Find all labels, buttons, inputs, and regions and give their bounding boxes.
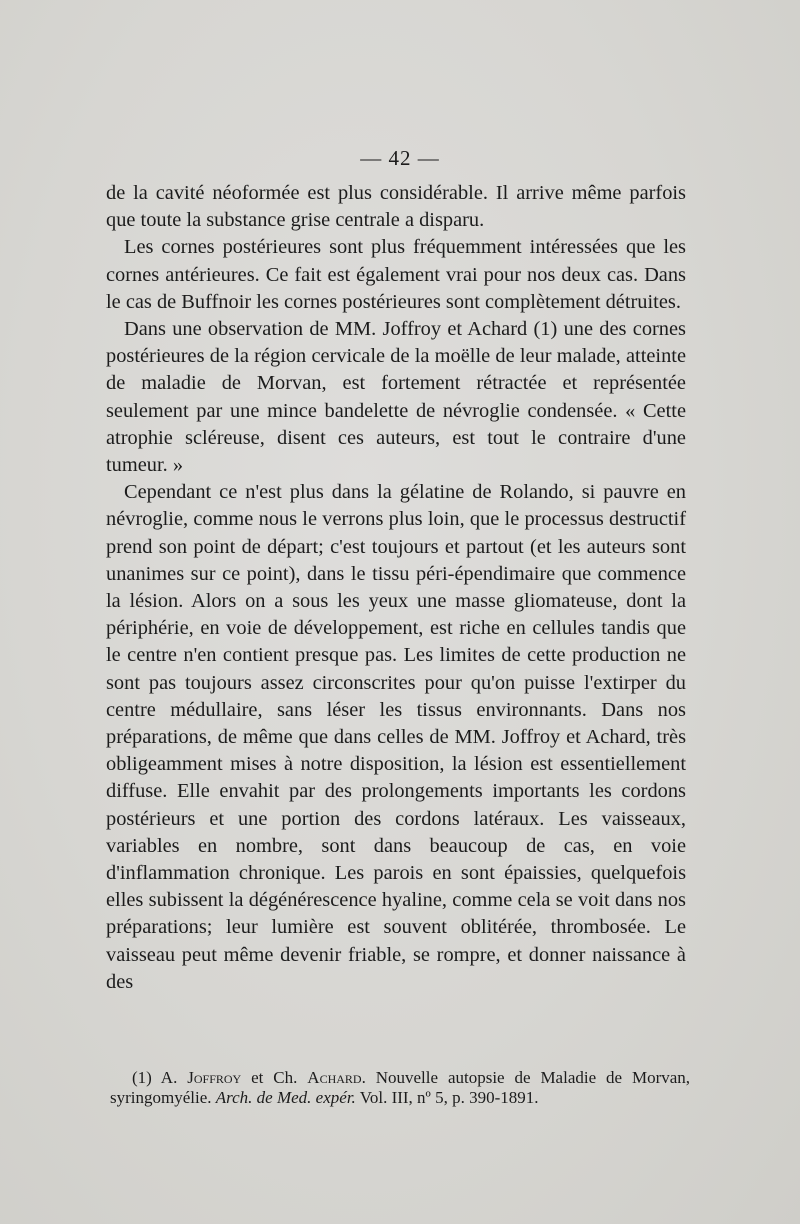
footnotes [110, 1068, 690, 1108]
footnote-journal: Arch. de Med. expér. [215, 1088, 356, 1107]
paragraph-continuation: de la cavité néoformée est plus considérable. Il arrive même parfois que toute la substance grise centrale a disparu. [106, 182, 686, 232]
paragraph-observation-joffroy-achard: Dans une observation de MM. Joffroy et Achard (1) une des cornes postérieures de la région cervicale de la moëlle de leur malade, atteinte de maladie de Morvan, est fortement rétractée et représentée seulement par une mince bandelette de névroglie condensée. « Cette atrophie scléreuse, disent ces auteurs, est tout le contraire d'une tumeur. » [106, 318, 686, 477]
paragraph-processus-destructif: Cependant ce n'est plus dans la gélatine de Rolando, si pauvre en névroglie, comme nous le verrons plus loin, que le processus destructif prend son point de départ; c'est toujours et partout (et les auteurs sont unanimes sur ce point), dans le tissu péri-épendimaire que commence la lésion. Alors on a sous les yeux une masse gliomateuse, dont la périphérie, en voie de développement, est riche en cellules tandis que le centre n'en contient presque pas. Les limites de cette production ne sont pas toujours assez circonscrites pour qu'on puisse l'extirper du centre médullaire, sans léser les tissus environnants. Dans nos préparations, de même que dans celles de MM. Joffroy et Achard, très obligeamment mises à notre disposition, la lésion est essentiellement diffuse. Elle envahit par des prolongements importants les cordons postérieurs et une portion des cordons latéraux. Les vaisseaux, variables en nombre, sont dans beaucoup de cas, en voie d'inflammation chronique. Les parois en sont épaissies, quelquefois elles subissent la dégénérescence hyaline, comme cela se voit dans nos préparations; leur lumière est souvent oblitérée, thrombosée. Le vaisseau peut même devenir friable, se rompre, et donner naissance à des [106, 481, 686, 993]
footnote-author2-initial: Ch. [273, 1068, 298, 1087]
footnote-author1-name: Joffroy [187, 1068, 242, 1087]
footnote-marker: (1) [132, 1068, 152, 1087]
page-number: — 42 — [360, 146, 440, 170]
footnote-author1-initial: A. [160, 1068, 178, 1087]
footnote-author2-name: Achard [307, 1068, 362, 1087]
footnote-conjunction: et [251, 1068, 264, 1087]
footnote-details: Vol. III, nº 5, p. 390-1891. [359, 1088, 539, 1107]
paragraph-cornes-posterieures: Les cornes postérieures sont plus fréquemment intéressées que les cornes antérieures. Ce fait est également vrai pour nos deux cas. Dans le cas de Buffnoir les cornes postérieures sont complètement détruites. [106, 236, 686, 313]
footnote-title: . Nouvelle autopsie de Maladie de Morvan, syringomyélie. [110, 1068, 691, 1107]
footnote-1 [110, 1068, 690, 1108]
body-text [106, 180, 686, 996]
